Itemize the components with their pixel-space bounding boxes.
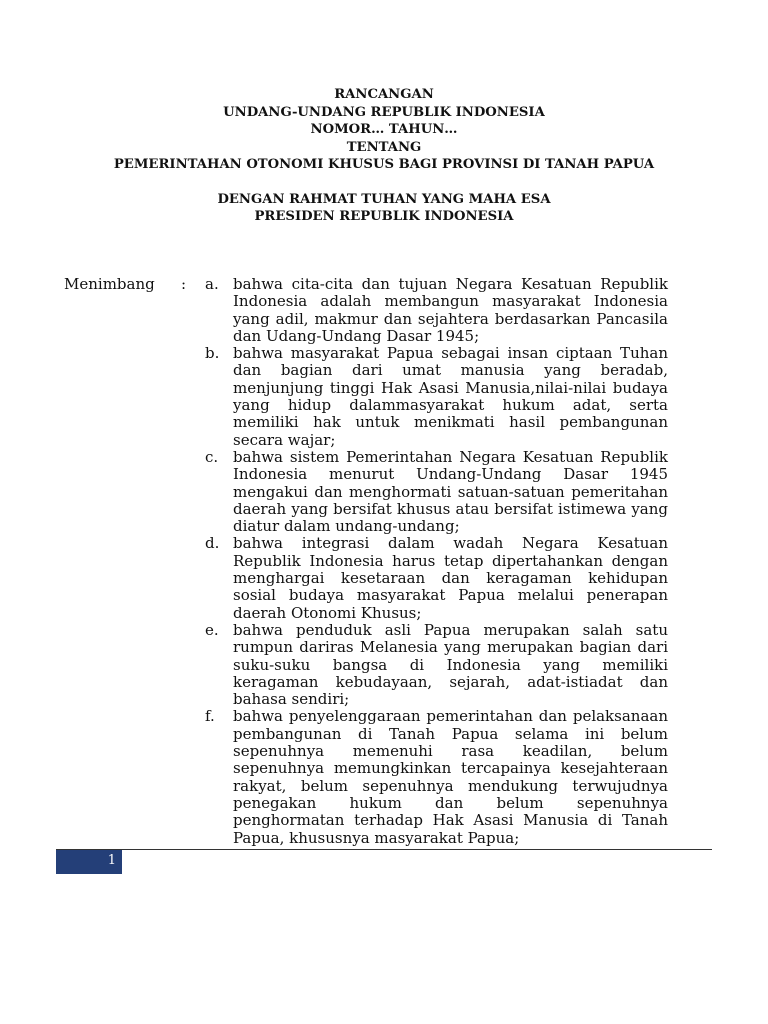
item-marker: c. <box>205 447 219 466</box>
footer-divider <box>56 849 712 850</box>
page-number: 1 <box>107 853 116 868</box>
header-line: TENTANG <box>346 139 422 155</box>
item-marker: e. <box>205 620 219 639</box>
item-text: bahwa integrasi dalam wadah Negara Kesatuan Republik Indonesia harus tetap dipertahankan dengan menghargai kesetaraan dan keragaman kehidupan sosial budaya masyarakat Papua melalui penerapan daerah Otonomi Khusus; <box>233 534 668 622</box>
considerations-list <box>205 276 668 847</box>
header-line: PEMERINTAHAN OTONOMI KHUSUS BAGI PROVINSI DI TANAH PAPUA <box>113 157 655 172</box>
page-number-box <box>56 850 122 874</box>
list-item <box>205 449 668 535</box>
header-line: DENGAN RAHMAT TUHAN YANG MAHA ESA <box>217 191 551 207</box>
section-label: Menimbang <box>64 275 155 293</box>
header-line: NOMOR… TAHUN… <box>310 122 458 137</box>
list-item <box>205 708 668 846</box>
list-item <box>205 535 668 621</box>
document-header <box>0 86 768 226</box>
item-text: bahwa penyelenggaraan pemerintahan dan pelaksanaan pembangunan di Tanah Papua selama ini belum sepenuhnya memenuhi rasa keadilan, belum sepenuhnya memungkinkan tercapainya kesejahteraan rakyat, belum sepenuhnya mendukung terwujudnya penegakan hukum dan belum sepenuhnya penghormatan terhadap Hak Asasi Manusia di Tanah Papua, khususnya masyarakat Papua; <box>233 707 668 847</box>
header-line: UNDANG-UNDANG REPUBLIK INDONESIA <box>223 104 545 120</box>
list-item <box>205 622 668 708</box>
list-item <box>205 345 668 449</box>
item-marker: d. <box>205 534 220 553</box>
list-item <box>205 276 668 345</box>
item-text: bahwa cita-cita dan tujuan Negara Kesatuan Republik Indonesia adalah membangun masyarakat Indonesia yang adil, makmur dan sejahtera berdasarkan Pancasila dan Udang-Undang Dasar 1945; <box>233 275 668 345</box>
header-line: PRESIDEN REPUBLIK INDONESIA <box>254 209 514 224</box>
item-text: bahwa sistem Pemerintahan Negara Kesatuan Republik Indonesia menurut Undang-Undang Dasar 1945 mengakui dan menghormati satuan-satuan pemeritahan daerah yang bersifat khusus atau bersifat istimewa yang diatur dalam undang-undang; <box>233 447 668 536</box>
header-line: RANCANGAN <box>334 87 434 102</box>
item-text: bahwa masyarakat Papua sebagai insan ciptaan Tuhan dan bagian dari umat manusia yang beradab, menjunjung tinggi Hak Asasi Manusia,nilai-nilai budaya yang hidup dalammasyarakat hukum adat, serta memiliki hak untuk menikmati hasil pembangunan secara wajar; <box>233 344 668 449</box>
section-colon: : <box>181 275 187 293</box>
item-marker: a. <box>205 275 219 293</box>
item-marker: b. <box>205 344 220 363</box>
item-text: bahwa penduduk asli Papua merupakan salah satu rumpun dariras Melanesia yang merupakan bagian dari suku-suku bangsa di Indonesia yang memiliki keragaman kebudayaan, sejarah, adat-istiadat dan bahasa sendiri; <box>233 620 668 709</box>
item-marker: f. <box>205 707 215 726</box>
